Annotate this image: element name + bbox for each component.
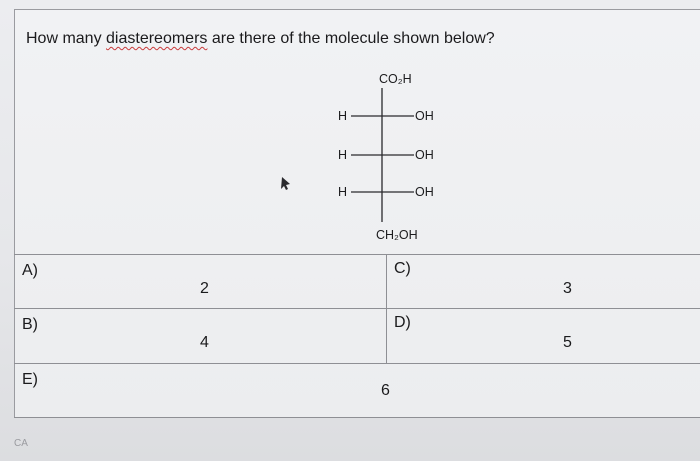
option-a-value[interactable]: 2 xyxy=(200,280,209,297)
table-column-divider xyxy=(386,254,387,363)
right-group-1: OH xyxy=(415,109,434,123)
option-b-value[interactable]: 4 xyxy=(200,334,209,351)
question-suffix: are there of the molecule shown below? xyxy=(207,30,495,47)
question-keyword: diastereomers xyxy=(106,30,208,47)
option-d-value[interactable]: 5 xyxy=(563,334,572,351)
table-divider-2 xyxy=(14,363,700,364)
group-top: CO₂H xyxy=(379,72,412,86)
mouse-cursor-icon xyxy=(281,177,290,190)
left-group-2: H xyxy=(338,148,348,162)
option-b-label[interactable]: B) xyxy=(22,316,38,333)
group-bottom: CH₂OH xyxy=(376,228,418,242)
table-border-bottom xyxy=(14,417,700,418)
option-c-label[interactable]: C) xyxy=(394,260,411,277)
right-group-3: OH xyxy=(415,185,434,199)
right-group-2: OH xyxy=(415,148,434,162)
left-group-1: H xyxy=(338,109,348,123)
question-prefix: How many xyxy=(26,30,107,47)
table-border-top xyxy=(14,254,700,255)
left-group-3: H xyxy=(338,185,348,199)
option-c-value[interactable]: 3 xyxy=(563,280,572,297)
option-a-label[interactable]: A) xyxy=(22,262,38,279)
table-divider-1 xyxy=(14,308,700,309)
footer-hint: CA xyxy=(14,438,28,449)
answer-options-table xyxy=(14,254,700,418)
option-e-label[interactable]: E) xyxy=(22,371,38,388)
option-e-value[interactable]: 6 xyxy=(381,382,390,399)
option-d-label[interactable]: D) xyxy=(394,314,411,331)
